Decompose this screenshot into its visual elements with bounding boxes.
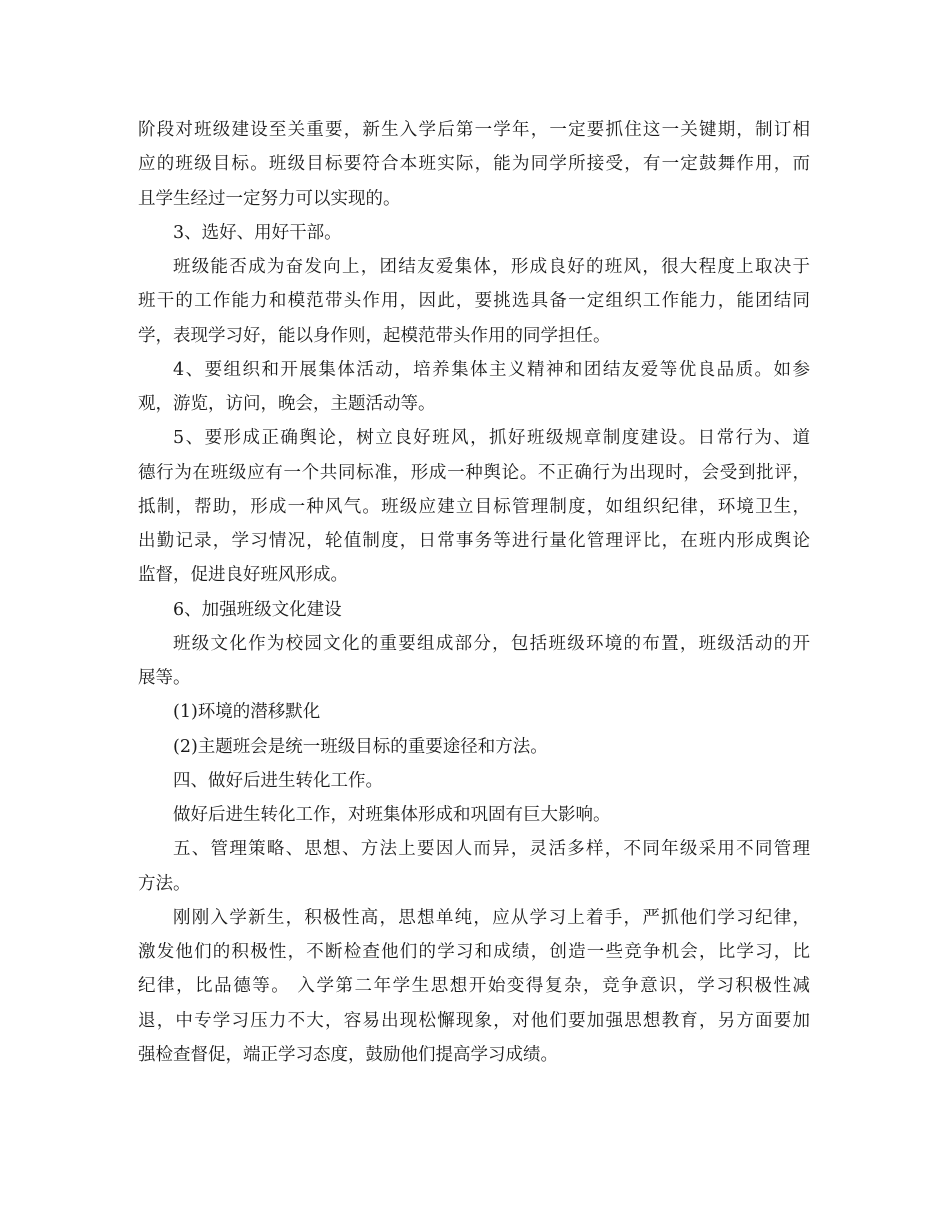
text-line: 抵制，帮助，形成一种风气。班级应建立目标管理制度，如组织纪律，环境卫生， xyxy=(138,496,810,517)
text-line: 3、选好、用好干部。 xyxy=(173,222,342,243)
text-line: 班级文化作为校园文化的重要组成部分，包括班级环境的布置，班级活动的开 xyxy=(173,633,810,654)
text-line: 应的班级目标。班级目标要符合本班实际，能为同学所接受，有一定鼓舞作用，而 xyxy=(138,154,810,175)
text-line: 且学生经过一定努力可以实现的。 xyxy=(138,188,401,209)
text-line: 班干的工作能力和模范带头作用，因此，要挑选具备一定组织工作能力，能团结同 xyxy=(138,291,810,312)
text-line: 强检查督促，端正学习态度，鼓励他们提高学习成绩。 xyxy=(138,1044,558,1065)
text-line: 四、做好后进生转化工作。 xyxy=(173,770,383,791)
text-line: 监督，促进良好班风形成。 xyxy=(138,565,348,586)
text-line: 方法。 xyxy=(138,873,191,894)
text-line: 德行为在班级应有一个共同标准，形成一种舆论。不正确行为出现时，会受到批评， xyxy=(138,462,810,483)
text-line: 观，游览，访问，晚会，主题活动等。 xyxy=(138,394,436,414)
text-line: 五、管理策略、思想、方法上要因人而异，灵活多样，不同年级采用不同管理 xyxy=(173,839,810,860)
text-line: 4、要组织和开展集体活动，培养集体主义精神和团结友爱等优良品质。如参 xyxy=(173,359,810,380)
text-line: 展等。 xyxy=(138,668,191,688)
text-line: 出勤记录，学习情况，轮值制度，日常事务等进行量化管理评比，在班内形成舆论 xyxy=(138,531,810,551)
text-line: 班级能否成为奋发向上，团结友爱集体，形成良好的班风，很大程度上取决于 xyxy=(173,257,810,277)
text-line: (2)主题班会是统一班级目标的重要途径和方法。 xyxy=(173,736,548,757)
text-line: 退，中专学习压力不大，容易出现松懈现象，对他们要加强思想教育，另方面要加 xyxy=(138,1010,810,1031)
text-line: 6、加强班级文化建设 xyxy=(173,599,342,620)
text-line: 激发他们的积极性，不断检查他们的学习和成绩，创造一些竞争机会，比学习，比 xyxy=(138,942,810,962)
text-line: 纪律，比品德等。 入学第二年学生思想开始变得复杂，竞争意识，学习积极性减 xyxy=(138,976,810,997)
text-line: 阶段对班级建设至关重要，新生入学后第一学年，一定要抓住这一关键期，制订相 xyxy=(138,120,810,140)
text-line: 刚刚入学新生，积极性高，思想单纯，应从学习上着手，严抓他们学习纪律， xyxy=(173,907,810,928)
text-line: 学，表现学习好，能以身作则，起模范带头作用的同学担任。 xyxy=(138,325,611,346)
text-line: 5、要形成正确舆论，树立良好班风，抓好班级规章制度建设。日常行为、道 xyxy=(173,428,810,449)
text-line: (1)环境的潜移默化 xyxy=(173,702,321,723)
text-line: 做好后进生转化工作，对班集体形成和巩固有巨大影响。 xyxy=(173,805,611,825)
